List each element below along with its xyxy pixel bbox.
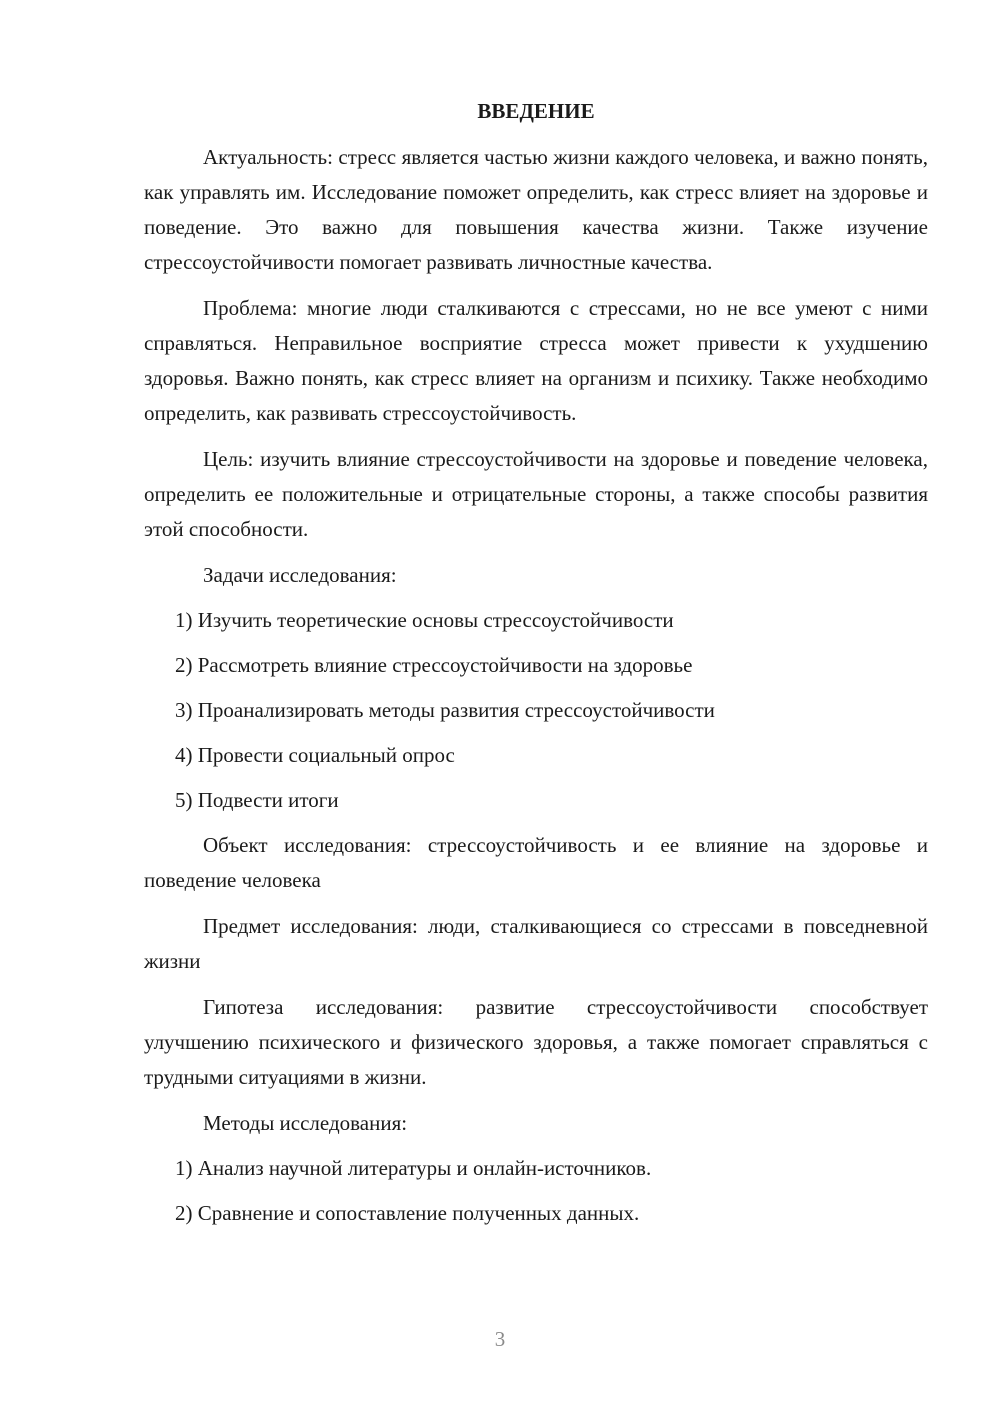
- list-item: 2) Рассмотреть влияние стрессоустойчивости на здоровье: [175, 653, 693, 677]
- paragraph-object: Объект исследования: стрессоустойчивость и ее влияние на здоровье и поведение человека: [144, 833, 928, 892]
- paragraph-relevance: Актуальность: стресс является частью жизни каждого человека, и важно понять, как управлять им. Исследование поможет определить, как стресс влияет на здоровье и поведение. Это важно для повышения качества жизни. Также изучение стрессоустойчивости помогает развивать личностные качества.: [144, 145, 928, 274]
- page-title: ВВЕДЕНИЕ: [477, 99, 595, 123]
- tasks-heading: Задачи исследования:: [203, 563, 397, 587]
- page-number: 3: [494, 1327, 506, 1351]
- methods-heading: Методы исследования:: [203, 1111, 408, 1135]
- list-item: 1) Изучить теоретические основы стрессоустойчивости: [175, 608, 674, 632]
- methods-list: [144, 1151, 928, 1231]
- list-item: 4) Провести социальный опрос: [175, 743, 455, 767]
- paragraph-subject: Предмет исследования: люди, сталкивающиеся со стрессами в повседневной жизни: [144, 914, 928, 973]
- list-item: 3) Проанализировать методы развития стрессоустойчивости: [175, 698, 715, 722]
- list-item: 2) Сравнение и сопоставление полученных данных.: [175, 1201, 640, 1225]
- paragraph-goal: Цель: изучить влияние стрессоустойчивости на здоровье и поведение человека, определить ее положительные и отрицательные стороны, а также способы развития этой способности.: [144, 447, 928, 541]
- document-content: [144, 94, 928, 1231]
- list-item: 1) Анализ научной литературы и онлайн-источников.: [175, 1156, 652, 1180]
- paragraph-hypothesis: Гипотеза исследования: развитие стрессоустойчивости способствует улучшению психического и физического здоровья, а также помогает справляться с трудными ситуациями в жизни.: [144, 995, 928, 1089]
- paragraph-problem: Проблема: многие люди сталкиваются с стрессами, но не все умеют с ними справляться. Неправильное восприятие стресса может привести к ухудшению здоровья. Важно понять, как стресс влияет на организм и психику. Также необходимо определить, как развивать стрессоустойчивость.: [144, 296, 928, 425]
- tasks-list: [144, 603, 928, 818]
- list-item: 5) Подвести итоги: [175, 788, 339, 812]
